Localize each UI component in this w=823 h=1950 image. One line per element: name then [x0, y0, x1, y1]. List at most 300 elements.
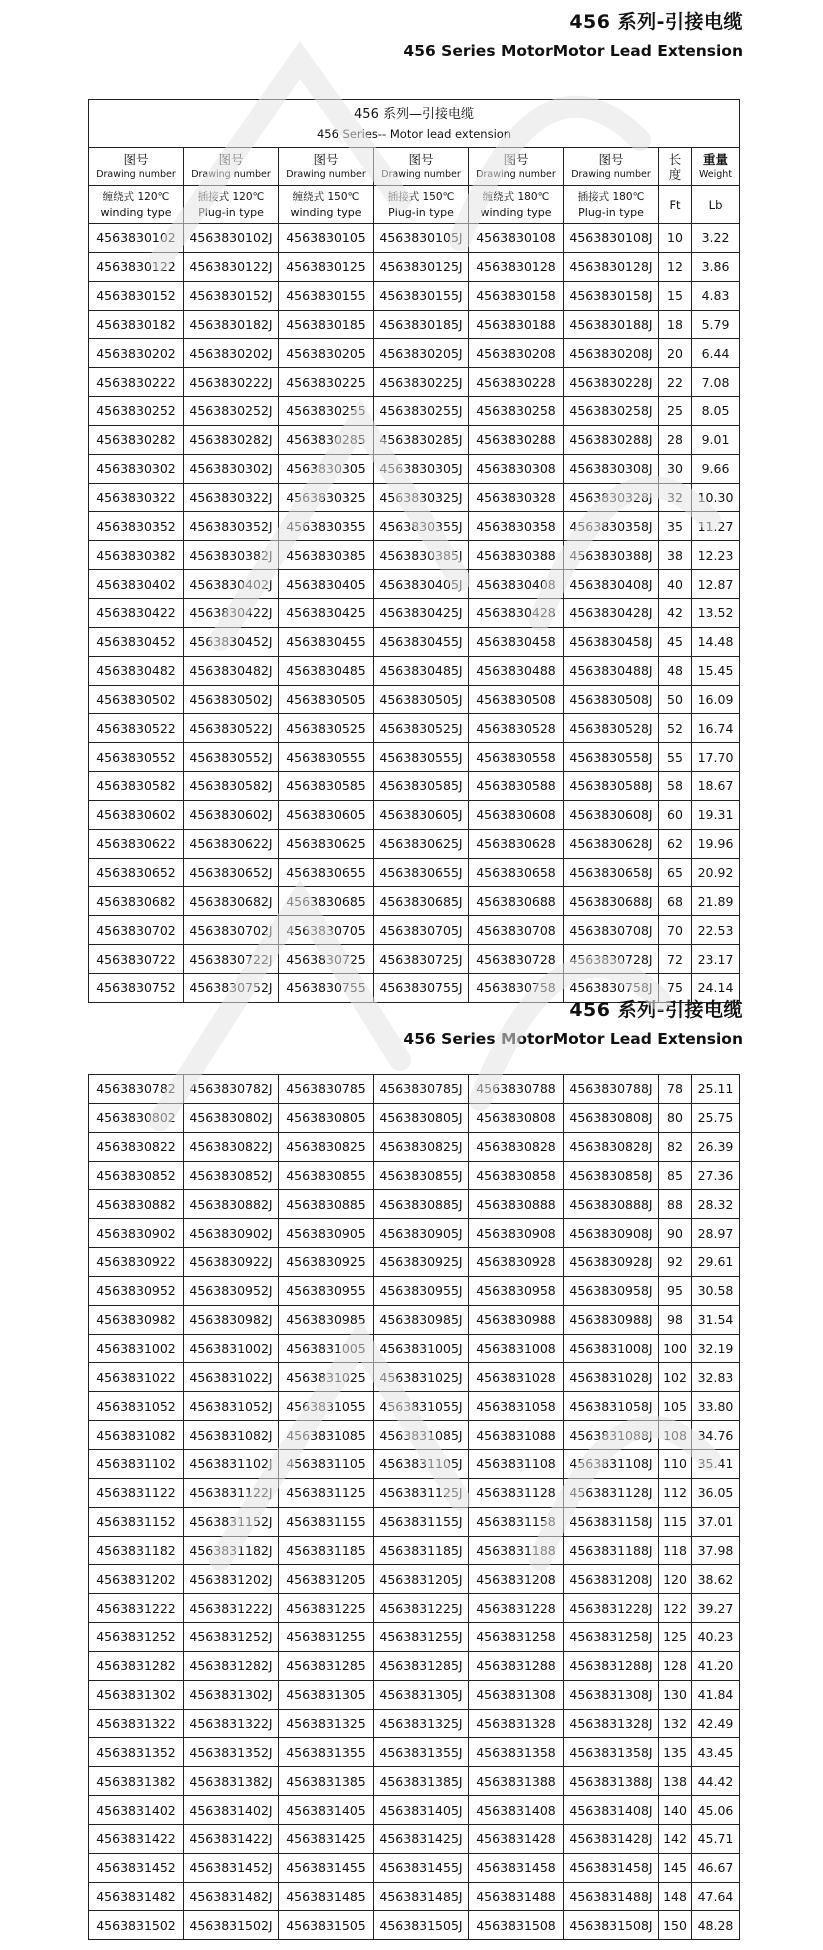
table-cell: 4563831505 — [279, 1911, 374, 1940]
table-cell: 4563830108 — [469, 224, 564, 253]
subheader-cell — [469, 186, 564, 224]
table-cell: 19.31 — [692, 800, 740, 829]
table-cell: 4563831485 — [279, 1882, 374, 1911]
column-header — [564, 148, 659, 186]
table-row — [89, 1421, 740, 1450]
column-header — [469, 148, 564, 186]
table-cell: 4563831425J — [374, 1824, 469, 1853]
table-cell: 17.70 — [692, 743, 740, 772]
table-cell: 4563830808J — [564, 1103, 659, 1132]
table-cell: 4563830882J — [184, 1190, 279, 1219]
table-cell: 36.05 — [692, 1478, 740, 1507]
table-cell: 4563830988J — [564, 1305, 659, 1334]
table-cell: 4563830658J — [564, 858, 659, 887]
table-cell: 4563831085J — [374, 1421, 469, 1450]
table-cell: 4563830308 — [469, 454, 564, 483]
table-row — [89, 1103, 740, 1132]
table-cell: 4563830755 — [279, 973, 374, 1002]
table-cell: 4563830802 — [89, 1103, 184, 1132]
table-cell: 4563830408J — [564, 570, 659, 599]
table-cell: 4563830125J — [374, 252, 469, 281]
table-cell: 4563831125 — [279, 1478, 374, 1507]
subheader-type-en: Plug-in type — [388, 206, 454, 219]
table-cell: 8.05 — [692, 397, 740, 426]
subheader-row — [89, 186, 740, 224]
table-cell: 4563830658 — [469, 858, 564, 887]
table-row — [89, 425, 740, 454]
table-cell: 4563830282J — [184, 425, 279, 454]
table-cell: 4563831182 — [89, 1536, 184, 1565]
table-cell: 4563830482J — [184, 656, 279, 685]
column-header — [659, 148, 692, 186]
table-cell: 4563830958J — [564, 1276, 659, 1305]
table-cell: 4563830925 — [279, 1248, 374, 1277]
table-cell: 4563831058J — [564, 1392, 659, 1421]
table-cell: 35.41 — [692, 1449, 740, 1478]
table-row — [89, 1738, 740, 1767]
table-cell: 4563830405 — [279, 570, 374, 599]
table-row — [89, 1392, 740, 1421]
table-cell: 4563830222J — [184, 368, 279, 397]
table-cell: 130 — [659, 1680, 692, 1709]
table-cell: 4563830585 — [279, 772, 374, 801]
table-cell: 4563831252J — [184, 1623, 279, 1652]
table-cell: 4563830522 — [89, 714, 184, 743]
column-header-row — [89, 148, 740, 186]
table-cell: 4563830508 — [469, 685, 564, 714]
table-cell: 4563831505J — [374, 1911, 469, 1940]
table-cell: 4563830285 — [279, 425, 374, 454]
table-cell: 4563831108 — [469, 1449, 564, 1478]
table-cell: 4563830358J — [564, 512, 659, 541]
table-cell: 4563830322J — [184, 483, 279, 512]
table-cell: 4563830702 — [89, 916, 184, 945]
table-row — [89, 1623, 740, 1652]
table-cell: 75 — [659, 973, 692, 1002]
table-cell: 4563830488 — [469, 656, 564, 685]
table-cell: 4563830422J — [184, 598, 279, 627]
table-cell: 4563830382 — [89, 541, 184, 570]
table-cell: 50 — [659, 685, 692, 714]
table-row — [89, 1334, 740, 1363]
table-cell: 4563830305J — [374, 454, 469, 483]
table-cell: 62 — [659, 829, 692, 858]
table-cell: 4563830222 — [89, 368, 184, 397]
table-cell: 4563830225 — [279, 368, 374, 397]
table-cell: 45.06 — [692, 1796, 740, 1825]
table-cell: 38 — [659, 541, 692, 570]
table-cell: 142 — [659, 1824, 692, 1853]
table-cell: 44.42 — [692, 1767, 740, 1796]
table-cell: 4563831205J — [374, 1565, 469, 1594]
table-cell: 4563830152 — [89, 281, 184, 310]
table-cell: 4563831105 — [279, 1449, 374, 1478]
table-cell: 4563831002J — [184, 1334, 279, 1363]
table-cell: 4563831385J — [374, 1767, 469, 1796]
table-cell: 92 — [659, 1248, 692, 1277]
table-cell: 4563830608J — [564, 800, 659, 829]
table-row — [89, 1190, 740, 1219]
table-cell: 42 — [659, 598, 692, 627]
table-row — [89, 1132, 740, 1161]
table-cell: 4563831455 — [279, 1853, 374, 1882]
table-row — [89, 829, 740, 858]
table-cell: 4563830855 — [279, 1161, 374, 1190]
table-cell: 13.52 — [692, 598, 740, 627]
table-cell: 138 — [659, 1767, 692, 1796]
table-cell: 4563831258J — [564, 1623, 659, 1652]
table-cell: 37.98 — [692, 1536, 740, 1565]
table-cell: 4563831052 — [89, 1392, 184, 1421]
table-cell: 4563831082 — [89, 1421, 184, 1450]
table-cell: 24.14 — [692, 973, 740, 1002]
table-cell: 4563831425 — [279, 1824, 374, 1853]
table-cell: 4563830458J — [564, 627, 659, 656]
table-cell: 10.30 — [692, 483, 740, 512]
table-cell: 4563830122 — [89, 252, 184, 281]
table-cell: 4563830682J — [184, 887, 279, 916]
column-header-en: Drawing number — [191, 169, 271, 180]
table-cell: 68 — [659, 887, 692, 916]
heading-zh: 456 系列-引接电缆 — [569, 999, 743, 1021]
table-cell: 4563830505 — [279, 685, 374, 714]
table-cell: 4563830128J — [564, 252, 659, 281]
table-cell: 20 — [659, 339, 692, 368]
table-cell: 4563830982 — [89, 1305, 184, 1334]
table-cell: 39.27 — [692, 1594, 740, 1623]
table-cell: 4563830952J — [184, 1276, 279, 1305]
table-cell: 4563830452 — [89, 627, 184, 656]
table-row — [89, 1911, 740, 1940]
table-cell: 4563830388 — [469, 541, 564, 570]
table-cell: 4563831182J — [184, 1536, 279, 1565]
table-cell: 4563831158J — [564, 1507, 659, 1536]
table-cell: 128 — [659, 1651, 692, 1680]
table-cell: 4563831202J — [184, 1565, 279, 1594]
table-cell: 4563830882 — [89, 1190, 184, 1219]
table-cell: 4563830752J — [184, 973, 279, 1002]
table-cell: 25 — [659, 397, 692, 426]
table-cell: 4563830125 — [279, 252, 374, 281]
table-cell: 4563830722J — [184, 945, 279, 974]
heading-en: 456 Series MotorMotor Lead Extension — [403, 42, 743, 60]
table-cell: 108 — [659, 1421, 692, 1450]
table-cell: 4563830155 — [279, 281, 374, 310]
subheader-type: Ft — [669, 197, 681, 212]
table-cell: 4563831408 — [469, 1796, 564, 1825]
table-cell: 4563830622J — [184, 829, 279, 858]
table-row — [89, 1853, 740, 1882]
table-cell: 4563830958 — [469, 1276, 564, 1305]
table-cell: 4563830525J — [374, 714, 469, 743]
table-cell: 135 — [659, 1738, 692, 1767]
table-cell: 4563830552 — [89, 743, 184, 772]
lead-extension-table-1 — [88, 99, 740, 1003]
table-cell: 4563830458 — [469, 627, 564, 656]
table-cell: 4563831352 — [89, 1738, 184, 1767]
table-cell: 65 — [659, 858, 692, 887]
table-cell: 4563830852 — [89, 1161, 184, 1190]
table-cell: 4563830625J — [374, 829, 469, 858]
table-cell: 4563830108J — [564, 224, 659, 253]
table-cell: 90 — [659, 1219, 692, 1248]
subheader-cell — [692, 186, 740, 224]
table-cell: 4563831022 — [89, 1363, 184, 1392]
table-cell: 125 — [659, 1623, 692, 1652]
table-cell: 4563830102J — [184, 224, 279, 253]
table-cell: 4563830885 — [279, 1190, 374, 1219]
table-cell: 46.67 — [692, 1853, 740, 1882]
table-cell: 4563830708J — [564, 916, 659, 945]
table-cell: 4563830285J — [374, 425, 469, 454]
table-cell: 4563830588J — [564, 772, 659, 801]
column-header-en: Drawing number — [571, 169, 651, 180]
table-cell: 4563831188 — [469, 1536, 564, 1565]
table-cell: 4563830928 — [469, 1248, 564, 1277]
table-cell: 4563830682 — [89, 887, 184, 916]
table-body-2 — [89, 1075, 740, 1940]
table-row — [89, 945, 740, 974]
table-cell: 4563831205 — [279, 1565, 374, 1594]
table-cell: 4563830252J — [184, 397, 279, 426]
table-cell: 4563830908 — [469, 1219, 564, 1248]
table-cell: 70 — [659, 916, 692, 945]
table-cell: 4563831055 — [279, 1392, 374, 1421]
table-cell: 22 — [659, 368, 692, 397]
table-cell: 4563830558 — [469, 743, 564, 772]
table-cell: 48.28 — [692, 1911, 740, 1940]
table-cell: 16.09 — [692, 685, 740, 714]
table-cell: 28.97 — [692, 1219, 740, 1248]
table-cell: 27.36 — [692, 1161, 740, 1190]
table-cell: 40.23 — [692, 1623, 740, 1652]
table-cell: 4563831002 — [89, 1334, 184, 1363]
table-row — [89, 685, 740, 714]
table-cell: 4563831185 — [279, 1536, 374, 1565]
table-cell: 31.54 — [692, 1305, 740, 1334]
table-cell: 4563830158J — [564, 281, 659, 310]
table-cell: 4563831228 — [469, 1594, 564, 1623]
subheader-type: 插接式 120℃ — [197, 191, 265, 203]
table-cell: 4563831305J — [374, 1680, 469, 1709]
table-cell: 4563830905J — [374, 1219, 469, 1248]
table-cell: 4563830925J — [374, 1248, 469, 1277]
table-cell: 4563831402J — [184, 1796, 279, 1825]
table-cell: 12.23 — [692, 541, 740, 570]
table-cell: 4563830288 — [469, 425, 564, 454]
table-cell: 4563831005 — [279, 1334, 374, 1363]
table-row — [89, 1161, 740, 1190]
table-cell: 4563830988 — [469, 1305, 564, 1334]
subheader-type-en: winding type — [100, 206, 172, 219]
table-cell: 4563830722 — [89, 945, 184, 974]
table-body-1 — [89, 224, 740, 1003]
table-cell: 33.80 — [692, 1392, 740, 1421]
table-cell: 4563830628 — [469, 829, 564, 858]
table-cell: 4563831208J — [564, 1565, 659, 1594]
table-cell: 98 — [659, 1305, 692, 1334]
table-cell: 4563831455J — [374, 1853, 469, 1882]
table-row — [89, 598, 740, 627]
table-row — [89, 224, 740, 253]
table-cell: 38.62 — [692, 1565, 740, 1594]
table-cell: 4563830582 — [89, 772, 184, 801]
table-cell: 4563830205J — [374, 339, 469, 368]
table-cell: 37.01 — [692, 1507, 740, 1536]
table-cell: 4563831022J — [184, 1363, 279, 1392]
table-row — [89, 570, 740, 599]
table-cell: 4563830652 — [89, 858, 184, 887]
table-cell: 4563830888J — [564, 1190, 659, 1219]
table-cell: 4563831422J — [184, 1824, 279, 1853]
table-cell: 4563830802J — [184, 1103, 279, 1132]
column-header-zh: 图号 — [598, 152, 624, 167]
table-cell: 4563830922 — [89, 1248, 184, 1277]
table-cell: 4563831028 — [469, 1363, 564, 1392]
table-cell: 4563830628J — [564, 829, 659, 858]
table-cell: 4563830428J — [564, 598, 659, 627]
heading-zh: 456 系列-引接电缆 — [569, 11, 743, 33]
table-cell: 4563830622 — [89, 829, 184, 858]
table-cell: 4563830655 — [279, 858, 374, 887]
column-header-en: Drawing number — [96, 169, 176, 180]
subheader-cell — [659, 186, 692, 224]
subheader-type: 缠绕式 180℃ — [482, 191, 550, 203]
table-cell: 4563831105J — [374, 1449, 469, 1478]
table-cell: 4563831308 — [469, 1680, 564, 1709]
table-cell: 4563830522J — [184, 714, 279, 743]
table-cell: 15 — [659, 281, 692, 310]
table-cell: 4563830185 — [279, 310, 374, 339]
table-cell: 80 — [659, 1103, 692, 1132]
table-cell: 4563831485J — [374, 1882, 469, 1911]
table-row — [89, 1075, 740, 1104]
table-cell: 4563830605 — [279, 800, 374, 829]
table-cell: 4563830482 — [89, 656, 184, 685]
table-cell: 4563831222 — [89, 1594, 184, 1623]
table-cell: 72 — [659, 945, 692, 974]
table-cell: 4563831252 — [89, 1623, 184, 1652]
table-cell: 4563830352 — [89, 512, 184, 541]
table-cell: 4563830805 — [279, 1103, 374, 1132]
table-cell: 4563830105 — [279, 224, 374, 253]
table-row — [89, 1536, 740, 1565]
table-cell: 4563831282 — [89, 1651, 184, 1680]
table-cell: 4563830525 — [279, 714, 374, 743]
table-row — [89, 916, 740, 945]
table-cell: 4563830858J — [564, 1161, 659, 1190]
subheader-cell — [564, 186, 659, 224]
table-row — [89, 1767, 740, 1796]
table-cell: 32.83 — [692, 1363, 740, 1392]
table-cell: 4563830785J — [374, 1075, 469, 1104]
table-cell: 4563831152 — [89, 1507, 184, 1536]
table-cell: 4563830202 — [89, 339, 184, 368]
table-cell: 4563830455J — [374, 627, 469, 656]
table-cell: 4563830425 — [279, 598, 374, 627]
table-cell: 4563830752 — [89, 973, 184, 1002]
subheader-type-en: winding type — [480, 206, 552, 219]
column-header-zh: 图号 — [218, 152, 244, 167]
table-row — [89, 483, 740, 512]
table-cell: 4563830888 — [469, 1190, 564, 1219]
table-cell: 4563831382J — [184, 1767, 279, 1796]
table-cell: 78 — [659, 1075, 692, 1104]
table-cell: 21.89 — [692, 887, 740, 916]
table-cell: 4563831008J — [564, 1334, 659, 1363]
subheader-type-en: winding type — [290, 206, 362, 219]
table-cell: 4563830728J — [564, 945, 659, 974]
table-cell: 4563831255J — [374, 1623, 469, 1652]
table-cell: 10 — [659, 224, 692, 253]
table-cell: 4563830858 — [469, 1161, 564, 1190]
table-cell: 4563830555 — [279, 743, 374, 772]
table-cell: 4563831222J — [184, 1594, 279, 1623]
table-cell: 7.08 — [692, 368, 740, 397]
table-cell: 4563831085 — [279, 1421, 374, 1450]
table-cell: 4563830825J — [374, 1132, 469, 1161]
table-cell: 4563831482J — [184, 1882, 279, 1911]
table-cell: 4563830982J — [184, 1305, 279, 1334]
table-cell: 28.32 — [692, 1190, 740, 1219]
table-cell: 4563830382J — [184, 541, 279, 570]
table-cell: 4563831055J — [374, 1392, 469, 1421]
table-row — [89, 252, 740, 281]
table-cell: 30.58 — [692, 1276, 740, 1305]
table-row — [89, 1478, 740, 1507]
table-cell: 4563830528J — [564, 714, 659, 743]
table-row — [89, 887, 740, 916]
table-cell: 25.11 — [692, 1075, 740, 1104]
table-cell: 4563830425J — [374, 598, 469, 627]
table-cell: 4563831202 — [89, 1565, 184, 1594]
table-row — [89, 1449, 740, 1478]
table-cell: 4563831088J — [564, 1421, 659, 1450]
table-cell: 4563830182 — [89, 310, 184, 339]
table-cell: 15.45 — [692, 656, 740, 685]
table-cell: 4563830208J — [564, 339, 659, 368]
table-cell: 4563830385J — [374, 541, 469, 570]
table-cell: 4563831155 — [279, 1507, 374, 1536]
table-cell: 4563830322 — [89, 483, 184, 512]
table-cell: 4563830528 — [469, 714, 564, 743]
table-cell: 4563830985J — [374, 1305, 469, 1334]
table-row — [89, 512, 740, 541]
table-cell: 4563830785 — [279, 1075, 374, 1104]
table-title — [89, 100, 740, 148]
table-cell: 4563830325J — [374, 483, 469, 512]
table-cell: 4563831458 — [469, 1853, 564, 1882]
table-cell: 4563831352J — [184, 1738, 279, 1767]
table-cell: 4563830585J — [374, 772, 469, 801]
table-cell: 4563830388J — [564, 541, 659, 570]
table-cell: 4563830455 — [279, 627, 374, 656]
table-cell: 105 — [659, 1392, 692, 1421]
table-cell: 9.66 — [692, 454, 740, 483]
table-cell: 4563830705 — [279, 916, 374, 945]
table-cell: 4563830502J — [184, 685, 279, 714]
table-cell: 4563830758J — [564, 973, 659, 1002]
table-cell: 4563830325 — [279, 483, 374, 512]
table-cell: 4563830252 — [89, 397, 184, 426]
table-cell: 4563830788J — [564, 1075, 659, 1104]
table-cell: 4563830728 — [469, 945, 564, 974]
table-cell: 4563831128J — [564, 1478, 659, 1507]
table-cell: 4563830685J — [374, 887, 469, 916]
table-cell: 30 — [659, 454, 692, 483]
column-header-en: Drawing number — [476, 169, 556, 180]
table-cell: 4563831388J — [564, 1767, 659, 1796]
